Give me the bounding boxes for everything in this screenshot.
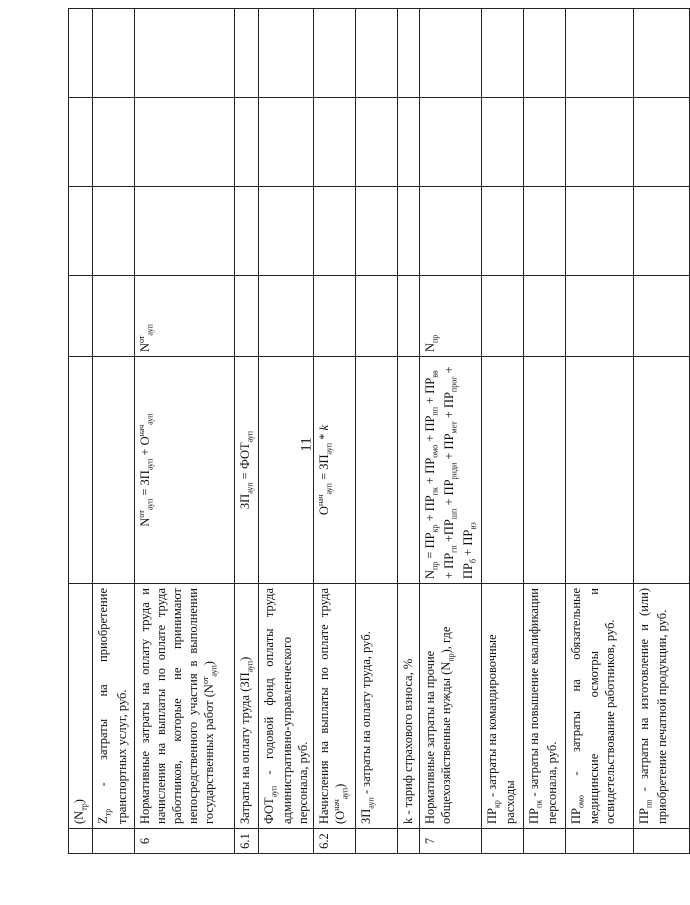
row-description: Нормативные затраты на прочие общехозяйственные нужды $(N_{пр})$, где [420, 584, 481, 829]
row-formula [565, 357, 633, 584]
empty-cell [523, 9, 565, 98]
row-description: Затраты на оплату труда $(ЗП_{ауп})$ [235, 584, 259, 829]
table-row [135, 9, 235, 854]
empty-cell [633, 9, 689, 98]
empty-cell [135, 187, 235, 276]
row-variable [258, 276, 314, 357]
row-description: k - тариф страхового взноса, % [398, 584, 420, 829]
row-variable: $N^{от}_{ауп}$ [135, 276, 235, 357]
table-row [356, 9, 398, 854]
row-number [69, 829, 93, 854]
empty-cell [258, 9, 314, 98]
row-description: $ПР_{омо}$ - затраты на обязательные медицинские осмотры и освидетельствование работников, руб. [565, 584, 633, 829]
row-description: $ПР_{пп}$ - затраты на изготовление и (или) приобретение печатной продукции, руб. [633, 584, 689, 829]
empty-cell [258, 187, 314, 276]
row-formula [69, 357, 93, 584]
row-number: 6.2 [314, 829, 356, 854]
empty-cell [481, 9, 523, 98]
empty-cell [93, 98, 135, 187]
empty-cell [235, 187, 259, 276]
row-variable [69, 276, 93, 357]
row-description: Начисления на выплаты по оплате труда $(О^{нач}_{ауп})$ [314, 584, 356, 829]
row-formula: $О^{нач}_{ауп} = ЗП_{ауп} * k$ [314, 357, 356, 584]
row-number [633, 829, 689, 854]
row-number [523, 829, 565, 854]
empty-cell [93, 9, 135, 98]
table-row [523, 9, 565, 854]
table-row [565, 9, 633, 854]
row-description: $ПР_{пк}$ - затраты на повышение квалификации персонала, руб. [523, 584, 565, 829]
empty-cell [258, 98, 314, 187]
table-row [235, 9, 259, 854]
row-description: $ЗП_{ауп}$ - затраты на оплату труда, руб. [356, 584, 398, 829]
empty-cell [135, 98, 235, 187]
row-number [356, 829, 398, 854]
row-description: $Z_{тр}$ - затраты на приобретение транспортных услуг, руб. [93, 584, 135, 829]
row-formula: $N^{от}_{ауп} = ЗП_{ауп} + О^{нач}_{ауп}$ [135, 357, 235, 584]
row-number: 6.1 [235, 829, 259, 854]
row-number [258, 829, 314, 854]
table-row [69, 9, 93, 854]
empty-cell [93, 187, 135, 276]
empty-cell [398, 9, 420, 98]
table-row [633, 9, 689, 854]
empty-cell [633, 187, 689, 276]
empty-cell [633, 98, 689, 187]
empty-cell [523, 98, 565, 187]
empty-cell [314, 9, 356, 98]
row-formula [93, 357, 135, 584]
row-variable [481, 276, 523, 357]
row-variable [565, 276, 633, 357]
empty-cell [420, 9, 481, 98]
row-variable [398, 276, 420, 357]
row-formula [356, 357, 398, 584]
empty-cell [356, 187, 398, 276]
empty-cell [481, 187, 523, 276]
row-number: 6 [135, 829, 235, 854]
empty-cell [235, 9, 259, 98]
empty-cell [420, 98, 481, 187]
empty-cell [135, 9, 235, 98]
row-formula [398, 357, 420, 584]
row-variable [633, 276, 689, 357]
row-description: $ФОТ_{ауп}$ - годовой фонд оплаты труда административно-управленческого персонала, руб. [258, 584, 314, 829]
cost-table [68, 8, 690, 854]
row-variable [356, 276, 398, 357]
empty-cell [356, 9, 398, 98]
empty-cell [235, 98, 259, 187]
row-number: 7 [420, 829, 481, 854]
table-row [420, 9, 481, 854]
row-variable [314, 276, 356, 357]
table-row [481, 9, 523, 854]
row-formula [633, 357, 689, 584]
table-row [398, 9, 420, 854]
row-variable: $N_{пр}$ [420, 276, 481, 357]
empty-cell [398, 187, 420, 276]
row-number [93, 829, 135, 854]
page-number: 11 [298, 437, 315, 452]
empty-cell [565, 9, 633, 98]
row-number [481, 829, 523, 854]
empty-cell [420, 187, 481, 276]
empty-cell [69, 9, 93, 98]
empty-cell [398, 98, 420, 187]
row-number [398, 829, 420, 854]
row-variable [523, 276, 565, 357]
row-formula [258, 357, 314, 584]
empty-cell [314, 187, 356, 276]
empty-cell [565, 98, 633, 187]
empty-cell [314, 98, 356, 187]
table-row [93, 9, 135, 854]
row-formula: $N_{пр} = ПР_{кр} + ПР_{пк} + ПР_{омо} + ПР_{пп} + ПР_{вв} + ПР_{гп} +ПР_{шп} + ПР_{риди} + ПР_{мет} + ПР_{прог} + ПР_б + ПР_{из}$ [420, 357, 481, 584]
empty-cell [481, 98, 523, 187]
row-formula: $ЗП_{ауп} = ФОТ_{ауп}$ [235, 357, 259, 584]
empty-cell [523, 187, 565, 276]
table-row [314, 9, 356, 854]
rotated-table-wrapper [68, 38, 670, 854]
row-description: $(N_{тр})$ [69, 584, 93, 829]
empty-cell [69, 187, 93, 276]
row-formula [523, 357, 565, 584]
empty-cell [565, 187, 633, 276]
empty-cell [69, 98, 93, 187]
empty-cell [356, 98, 398, 187]
table-row [258, 9, 314, 854]
row-description: Нормативные затраты на оплату труда и начисления на выплаты по оплате труда работников, которые не принимают непосредственного участия в выполнении государственных работ $(N^{от}_{ауп})$ [135, 584, 235, 829]
row-variable [93, 276, 135, 357]
row-variable [235, 276, 259, 357]
row-number [565, 829, 633, 854]
row-description: $ПР_{кр}$ - затраты на командировочные расходы [481, 584, 523, 829]
row-formula [481, 357, 523, 584]
